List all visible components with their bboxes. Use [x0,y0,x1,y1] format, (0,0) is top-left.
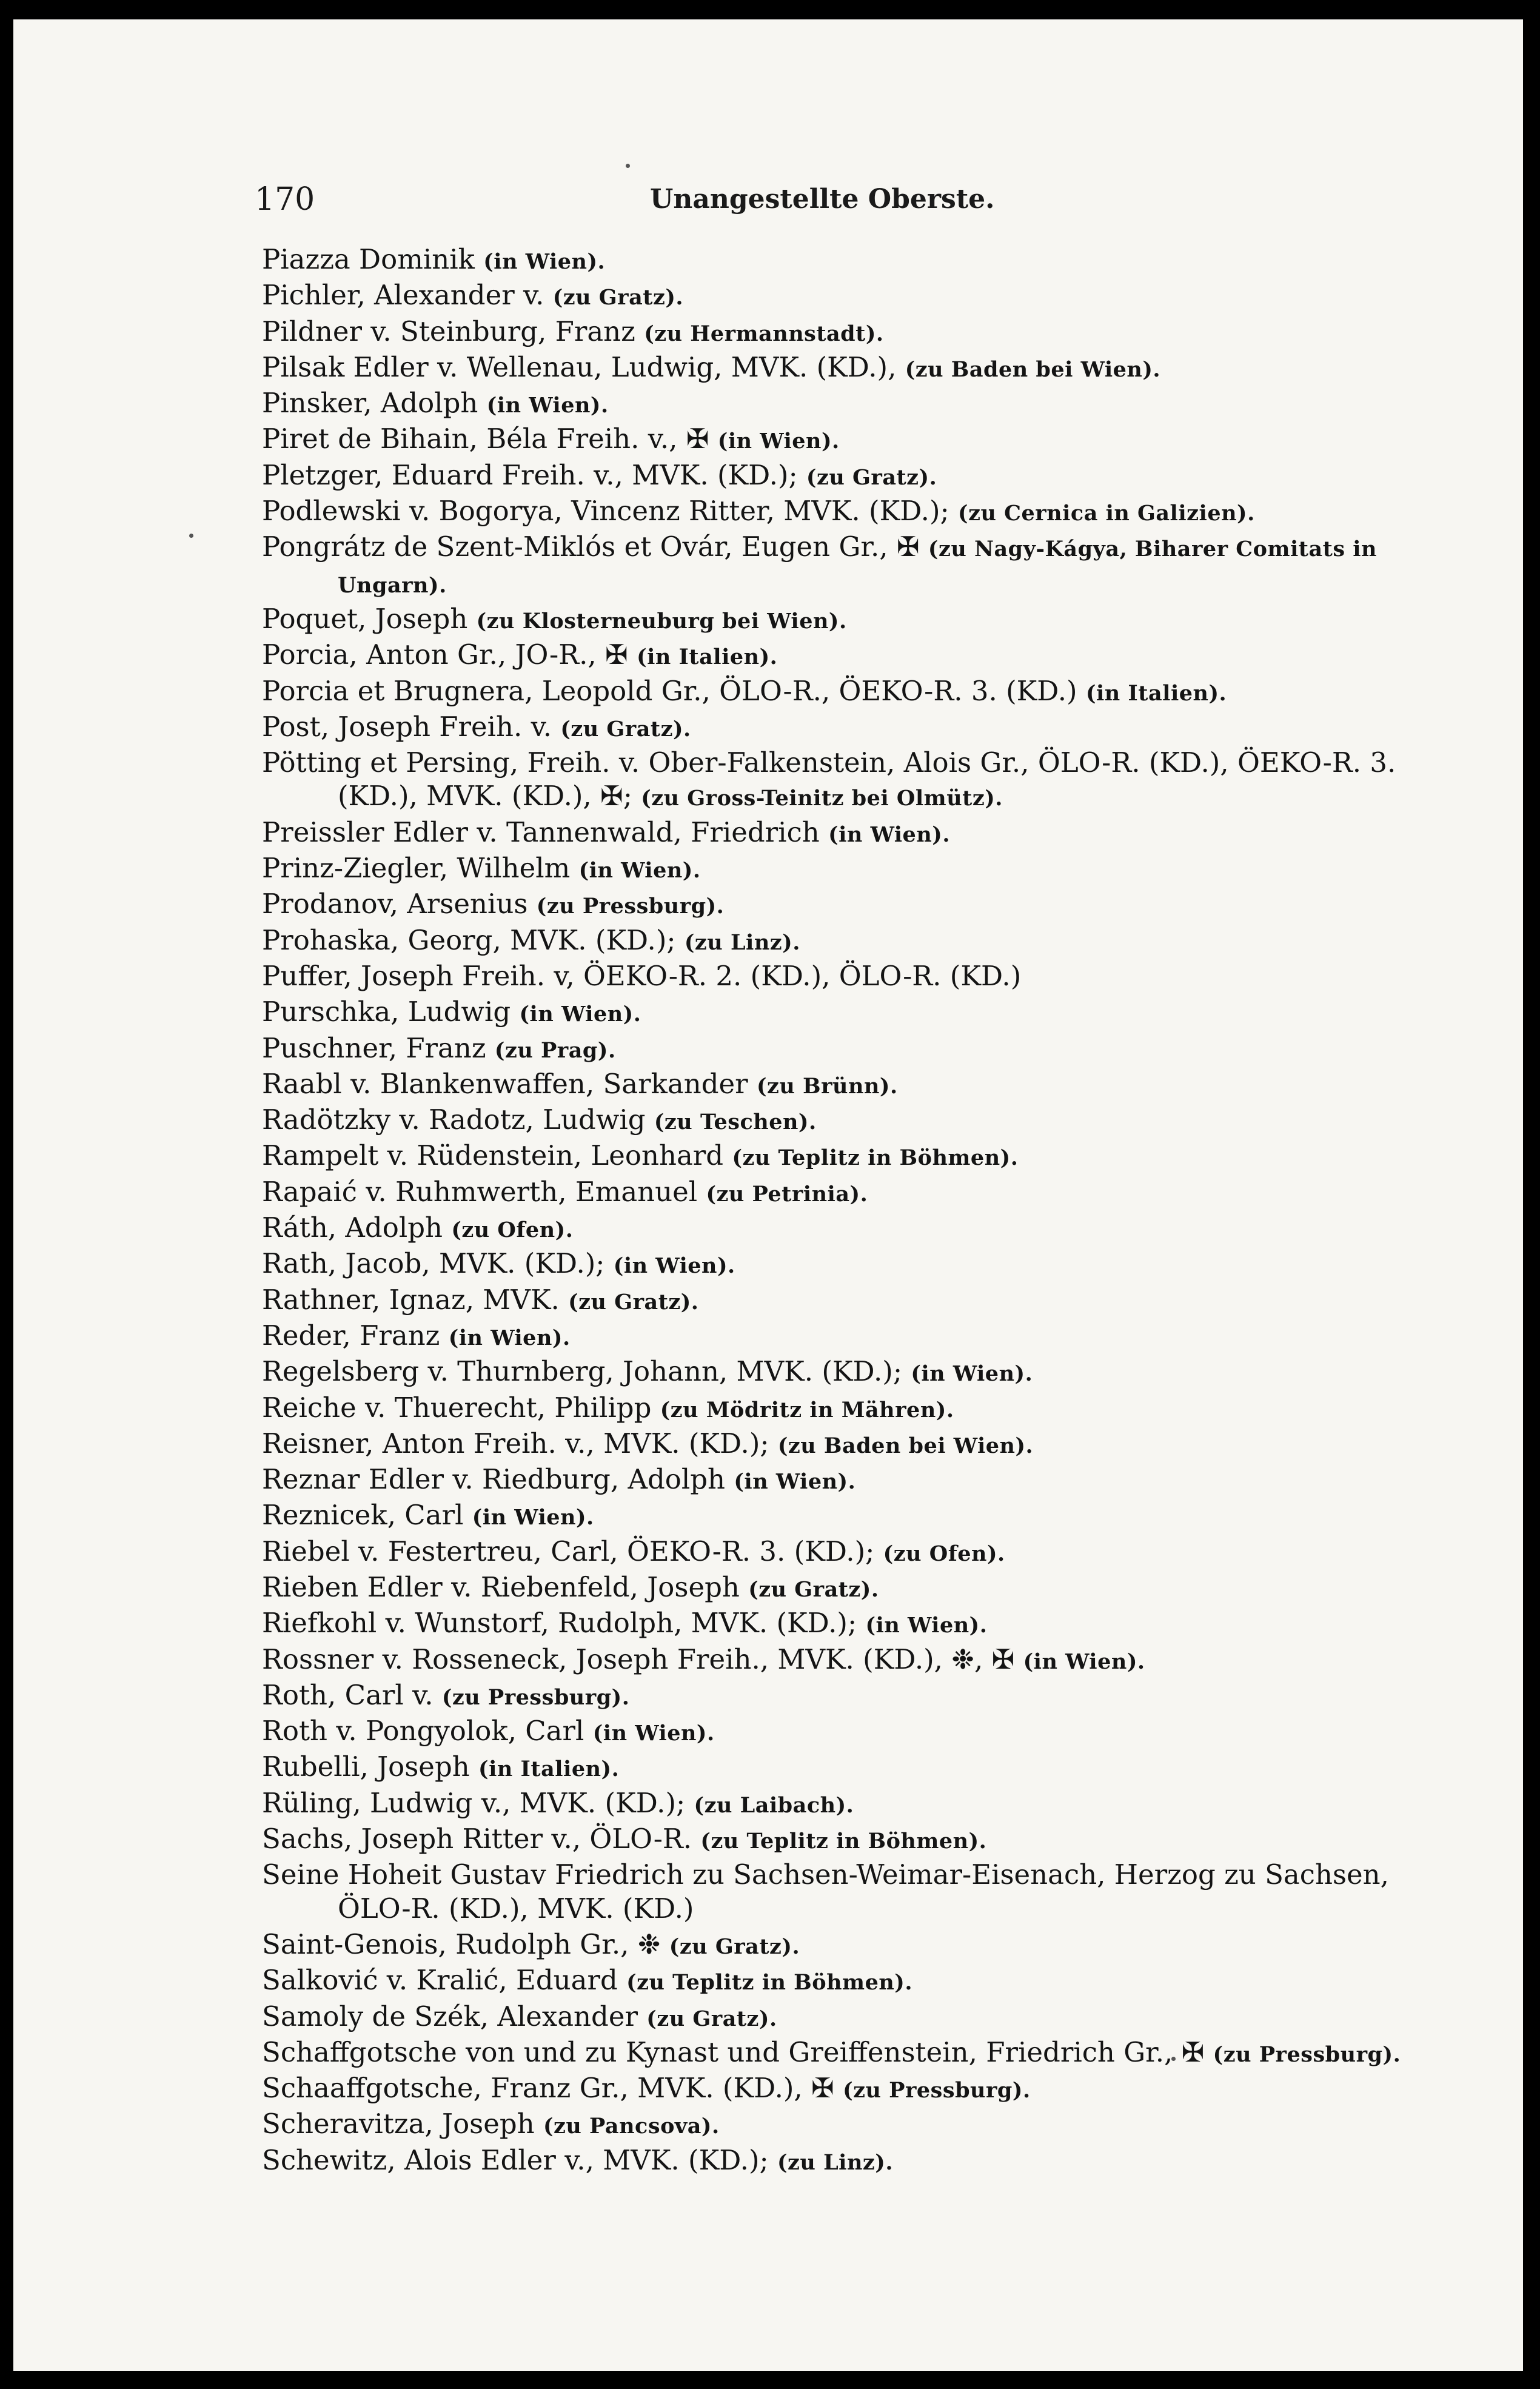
entry-place: (zu Gratz). [806,464,937,490]
entry-name: Porcia et Brugnera, Leopold Gr., ÖLO-R., ÖEKO-R. 3. (KD.) [262,674,1077,707]
list-item [262,350,1414,386]
list-item [262,422,1414,458]
entry-name: Rampelt v. Rüdenstein, Leonhard [262,1139,724,1172]
list-item [262,1211,1414,1247]
entry-place: (in Italien). [637,645,778,670]
list-item [262,1247,1414,1282]
list-item [262,1103,1414,1139]
entry-name: Schewitz, Alois Edler v., MVK. (KD.); [262,2143,769,2176]
entry-place: (zu Klosterneuburg bei Wien). [476,608,847,634]
entry-place: (zu Teplitz in Böhmen). [626,1970,913,1995]
list-item [262,2000,1414,2036]
entry-name: Ráth, Adolph [262,1211,443,1244]
entry-place: (zu Ofen). [451,1218,574,1243]
entry-place: (in Wien). [911,1361,1033,1387]
list-item [262,1139,1414,1174]
entry-place: (zu Gratz). [646,2006,777,2031]
entry-name: Pildner v. Steinburg, Franz [262,315,635,347]
list-item [262,1355,1414,1390]
list-item [262,887,1414,923]
entry-name: Raabl v. Blankenwaffen, Sarkander [262,1067,748,1100]
entry-place: (zu Gratz). [552,285,684,310]
entry-name: Piazza Dominik [262,243,475,275]
entry-place: (zu Gratz). [669,1934,800,1959]
entry-place: (in Wien). [613,1253,735,1279]
entry-place: (zu Ofen). [883,1541,1005,1566]
list-item [262,959,1414,995]
list-item [262,1463,1414,1498]
entry-place: (in Wien). [448,1325,571,1350]
entry-name: Sachs, Joseph Ritter v., ÖLO-R. [262,1823,692,1855]
entry-place: (in Wien). [472,1505,594,1530]
list-item [262,530,1414,602]
list-item [262,1175,1414,1211]
list-item [262,1606,1414,1642]
list-item [262,1427,1414,1463]
entry-name: Prodanov, Arsenius [262,888,528,920]
list-item [262,386,1414,422]
entry-name: Poquet, Joseph [262,602,468,635]
list-item [262,710,1414,746]
list-item [262,1750,1414,1786]
entry-place: (zu Teplitz in Böhmen). [732,1145,1019,1171]
entry-name: Scheravitza, Joseph [262,2108,535,2140]
list-item [262,1678,1414,1714]
page [13,19,1523,2371]
entry-name: Pilsak Edler v. Wellenau, Ludwig, MVK. (KD.), [262,350,897,383]
list-item [262,1498,1414,1534]
entry-name: Reiche v. Thuerecht, Philipp [262,1391,652,1424]
entry-place: (zu Baden bei Wien). [905,357,1161,382]
entry-name: Rubelli, Joseph [262,1751,470,1783]
entry-name: Rath, Jacob, MVK. (KD.); [262,1247,605,1280]
running-title: Unangestellte Oberste. [650,184,995,215]
entry-name: Rossner v. Rosseneck, Joseph Freih., MVK. (KD.), ❉, ✠ [262,1643,1015,1675]
entry-place: (zu Laibach). [694,1792,854,1818]
list-item [262,1535,1414,1570]
entry-place: (zu Linz). [777,2149,894,2175]
list-item [262,1786,1414,1822]
list-item [262,995,1414,1031]
list-item [262,315,1414,350]
list-item [262,851,1414,887]
entry-name: Piret de Bihain, Béla Freih. v., ✠ [262,423,709,455]
list-item [262,923,1414,959]
entry-place: (zu Mödritz in Mähren). [660,1397,954,1422]
list-item [262,278,1414,314]
entry-place: (zu Gratz). [560,716,691,742]
entry-place: (zu Baden bei Wien). [777,1433,1034,1458]
entry-name: Pongrátz de Szent-Miklós et Ovár, Eugen Gr., ✠ [262,531,920,563]
entry-place: (zu Teschen). [654,1110,817,1135]
list-item [262,1283,1414,1319]
page-number: 170 [255,181,315,218]
entry-place: (zu Cernica in Galizien). [958,501,1255,526]
entry-name: Rathner, Ignaz, MVK. [262,1283,560,1316]
list-item [262,1714,1414,1750]
entry-place: (in Wien). [865,1613,988,1638]
entry-name: Regelsberg v. Thurnberg, Johann, MVK. (KD.); [262,1355,903,1388]
list-item [262,1822,1414,1858]
entry-place: (zu Pressburg). [843,2078,1031,2103]
list-item [262,1031,1414,1067]
entry-name: Riebel v. Festertreu, Carl, ÖEKO-R. 3. (KD.); [262,1535,875,1567]
list-item [262,816,1414,851]
list-item [262,2143,1414,2179]
entry-name: Schaaffgotsche, Franz Gr., MVK. (KD.), ✠ [262,2072,834,2105]
entry-name: Roth, Carl v. [262,1678,434,1711]
entry-name: Puffer, Joseph Freih. v, ÖEKO-R. 2. (KD.), ÖLO-R. (KD.) [262,959,1022,992]
entry-name: Schaffgotsche von und zu Kynast und Greiffenstein, Friedrich Gr., ✠ [262,2036,1205,2068]
entry-name: Reznicek, Carl [262,1499,464,1532]
entry-place: (in Wien). [734,1469,856,1495]
entry-name: Porcia, Anton Gr., JO-R., ✠ [262,638,628,671]
entry-name: Pinsker, Adolph [262,387,478,420]
entry-place: (zu Nagy-Kágya, Biharer Comitats in Ungarn). [338,537,1377,598]
entry-name: Rüling, Ludwig v., MVK. (KD.); [262,1786,686,1819]
entry-name: Prohaska, Georg, MVK. (KD.); [262,923,676,956]
entry-place: (in Wien). [519,1002,641,1027]
entry-place: (in Wien). [1023,1649,1145,1674]
entry-name: Purschka, Ludwig [262,996,511,1028]
entry-place: (zu Pressburg). [1213,2042,1401,2067]
list-item [262,243,1414,278]
entry-name: Riefkohl v. Wunstorf, Rudolph, MVK. (KD.); [262,1607,857,1640]
entry-name: Podlewski v. Bogorya, Vincenz Ritter, MVK. (KD.); [262,495,949,528]
entry-place: (in Wien). [578,858,701,883]
list-item [262,1319,1414,1355]
entry-place: (zu Gratz). [748,1576,879,1602]
entry-place: (in Wien). [828,822,951,847]
list-item [262,1391,1414,1427]
entry-place: (in Italien). [478,1757,620,1782]
list-item [262,602,1414,638]
entry-place: (zu Linz). [684,930,800,955]
list-item [262,2107,1414,2143]
entry-place: (in Italien). [1085,680,1227,706]
entry-place: (zu Brünn). [756,1073,898,1099]
entry-name: Puschner, Franz [262,1031,486,1064]
entry-name: Rapaić v. Ruhmwerth, Emanuel [262,1175,698,1208]
list-item [262,1570,1414,1606]
list-item [262,494,1414,530]
entry-place: (zu Pressburg). [536,894,725,919]
list-item [262,2036,1414,2071]
page-header [13,178,1523,221]
entry-place: (in Wien). [486,393,609,418]
entry-place: (zu Petrinia). [706,1181,868,1207]
entry-name: Reder, Franz [262,1319,440,1352]
entry-place: (in Wien). [483,249,606,274]
entry-place: (zu Gratz). [568,1289,699,1315]
speck [189,534,193,538]
entry-place: (zu Hermannstadt). [644,321,884,346]
list-item [262,1963,1414,1999]
list-item [262,1858,1414,1928]
list-item [262,2071,1414,2107]
entry-place: (zu Teplitz in Böhmen). [700,1829,987,1854]
entry-place: (zu Pancsova). [543,2114,720,2139]
entry-name: Post, Joseph Freih. v. [262,710,552,743]
list-item [262,638,1414,674]
entry-name: Reisner, Anton Freih. v., MVK. (KD.); [262,1427,769,1459]
list-item [262,1643,1414,1678]
speck [626,164,630,168]
entry-name: Reznar Edler v. Riedburg, Adolph [262,1463,726,1496]
entry-place: (zu Prag). [494,1037,616,1063]
list-item [262,746,1414,816]
entry-name: Saint-Genois, Rudolph Gr., ❉ [262,1928,661,1960]
entry-place: (in Wien). [717,429,840,454]
entry-place: (zu Pressburg). [441,1684,630,1710]
entry-list [262,243,1414,2179]
entry-place: (zu Gross-Teinitz bei Olmütz). [641,786,1003,811]
entry-place: (in Wien). [592,1721,715,1746]
entry-name: Samoly de Szék, Alexander [262,2000,638,2032]
list-item [262,458,1414,494]
entry-name: Roth v. Pongyolok, Carl [262,1715,584,1747]
entry-name: Pichler, Alexander v. [262,279,544,312]
entry-name: Preissler Edler v. Tannenwald, Friedrich [262,816,820,848]
list-item [262,674,1414,710]
entry-name: Pletzger, Eduard Freih. v., MVK. (KD.); [262,458,798,491]
entry-name: Rieben Edler v. Riebenfeld, Joseph [262,1570,740,1603]
list-item [262,1067,1414,1103]
entry-name: Salković v. Kralić, Eduard [262,1964,618,1997]
entry-name: Pötting et Persing, Freih. v. Ober-Falkenstein, Alois Gr., ÖLO-R. (KD.), ÖEKO-R. 3. (KD.), MVK. (KD.), ✠; [262,746,1396,813]
entry-name: Prinz-Ziegler, Wilhelm [262,852,571,885]
entry-name: Seine Hoheit Gustav Friedrich zu Sachsen-Weimar-Eisenach, Herzog zu Sachsen, ÖLO-R. (KD.), MVK. (KD.) [262,1858,1389,1925]
list-item [262,1928,1414,1963]
entry-name: Radötzky v. Radotz, Ludwig [262,1104,646,1136]
